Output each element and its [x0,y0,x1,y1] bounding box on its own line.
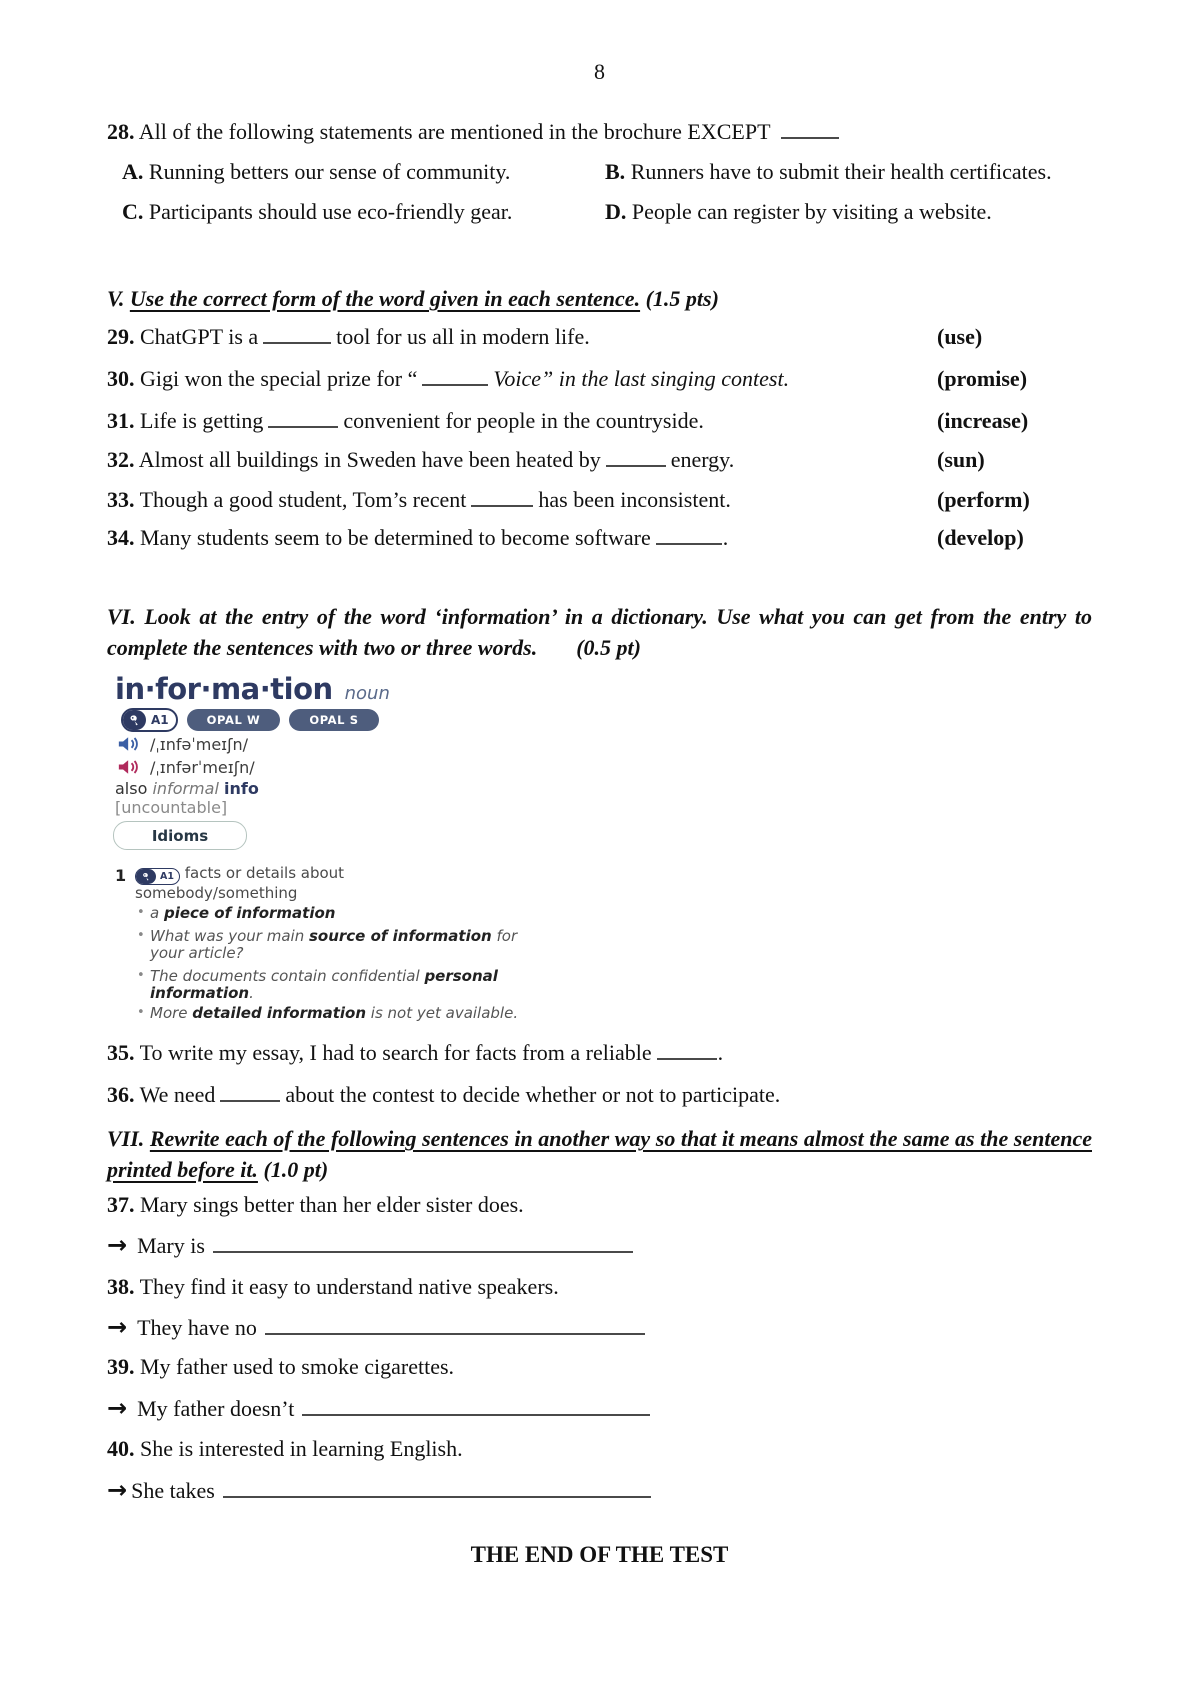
option-a [122,157,510,187]
arrow-icon: → [107,1313,128,1341]
example-text: is not yet available. [366,1004,519,1022]
option-label: B. [605,159,626,184]
idioms-label: Idioms [151,826,209,845]
question-number: 29. [107,324,135,349]
section-title: Rewrite each of the following sentences in another way so that it means almost the same as the sentence printed before it. [107,1126,1092,1182]
question-31 [107,406,1097,436]
grammar-label: [uncountable] [115,798,228,817]
answer-blank [657,1042,717,1060]
arrow-icon: → [107,1476,128,1504]
cefr-level-label: A1 [151,713,169,727]
section-points: (1.0 pt) [263,1157,329,1182]
answer-blank [268,410,338,428]
speaker-uk-icon [118,735,140,753]
question-39 [107,1352,1097,1382]
bullet-icon: • [137,905,145,920]
word-hint: (perform) [937,487,1030,512]
word-hint: (increase) [937,408,1029,433]
answer-blank [781,121,839,139]
example-sentence [137,904,336,922]
example-sentence [137,927,518,962]
question-italic-text: Voice” in the last singing contest. [493,366,790,391]
section-v-heading [107,283,719,314]
word-hint: (use) [937,324,983,349]
section-label: V. [107,286,125,311]
sense-level-label: A1 [160,871,174,882]
question-pre-text: To write my essay, I had to search for facts from a reliable [139,1040,652,1065]
dictionary-headword-line [115,672,390,706]
question-pre-text: Almost all buildings in Sweden have been heated by [138,447,601,472]
idioms-button [113,821,247,850]
sense-definition [135,865,360,902]
answer-stem: Mary is [137,1233,205,1258]
example-text: What was your main [150,927,309,945]
question-33 [107,485,1097,515]
pronunciation-uk: /ˌɪnfəˈmeɪʃn/ [150,735,249,754]
section-label: VII. [107,1126,145,1151]
answer-blank [471,489,533,507]
option-text: People can register by visiting a website. [631,199,992,224]
question-pre-text: Many students seem to be determined to become software [140,525,651,550]
answer-stem: They have no [137,1315,257,1340]
question-29 [107,322,1097,352]
register-label: informal [152,779,219,798]
option-text: Runners have to submit their health certificates. [630,159,1052,184]
question-28 [107,117,1097,147]
section-vii-heading [107,1123,1092,1185]
word-hint: (promise) [937,366,1028,391]
page-number: 8 [594,59,605,84]
example-bold-text: source of information [308,927,492,945]
word-hint: (develop) [937,525,1024,550]
question-number: 34. [107,525,135,550]
question-post-text: convenient for people in the countryside. [343,408,704,433]
definition-line-1: facts or details about [184,864,345,882]
headword: in·for·ma·tion [115,672,333,706]
example-sentence [137,1004,519,1022]
arrow-icon: → [107,1394,128,1422]
option-label: A. [122,159,144,184]
bullet-icon: • [137,968,145,983]
question-pre-text: Though a good student, Tom’s recent [139,487,467,512]
question-number: 30. [107,366,135,391]
answer-blank [220,1084,280,1102]
example-bold-text: personal [424,967,498,985]
question-text: All of the following statements are mentioned in the brochure EXCEPT [138,119,771,144]
answer-blank [422,368,488,386]
word-hint: (sun) [937,447,985,472]
dictionary-badges-row [121,708,379,732]
question-37 [107,1190,1097,1220]
question-36 [107,1080,1097,1110]
option-text: Running betters our sense of community. [148,159,511,184]
speaker-us-icon [118,758,140,776]
question-number: 38. [107,1274,135,1299]
question-pre-text: We need [139,1082,216,1107]
section-title: Look at the entry of the word ‘information’ in a dictionary. Use what you can get from the entry to complete the sentences with two or three words. [107,604,1092,660]
question-post-text: energy. [670,447,735,472]
example-text: your article? [150,943,244,962]
answer-line [223,1478,651,1498]
question-post-text: has been inconsistent. [538,487,731,512]
question-pre-text: Life is getting [140,408,264,433]
section-points: (1.5 pts) [645,286,719,311]
opal-w-badge: OPAL W [187,709,281,731]
question-sentence: My father used to smoke cigarettes. [140,1354,455,1379]
question-40-answer [107,1475,1097,1506]
example-text: The documents contain confidential [150,967,425,985]
key-icon [123,710,146,730]
question-number: 40. [107,1436,135,1461]
answer-stem: She takes [131,1478,215,1503]
example-bold-text: detailed information [192,1004,367,1022]
arrow-icon: → [107,1231,128,1259]
answer-line [213,1233,633,1253]
opal-s-badge: OPAL S [289,709,378,731]
answer-stem: My father doesn’t [137,1396,295,1421]
example-text: a [150,904,164,922]
question-number: 37. [107,1192,135,1217]
cefr-level-badge [121,708,178,732]
part-of-speech: noun [344,683,390,704]
sense-number: 1 [115,866,127,885]
bullet-icon: • [137,1005,145,1020]
option-text: Participants should use eco-friendly gear. [148,199,513,224]
question-number: 33. [107,487,135,512]
example-text: for [491,927,518,945]
question-32 [107,445,1097,475]
question-number: 36. [107,1082,135,1107]
question-sentence: She is interested in learning English. [140,1436,463,1461]
question-34 [107,523,1097,553]
question-sentence: Mary sings better than her elder sister does. [140,1192,524,1217]
section-title: Use the correct form of the word given in each sentence. [129,286,641,311]
question-post-text: . [717,1040,724,1065]
question-post-text: tool for us all in modern life. [336,324,590,349]
question-30 [107,364,1097,394]
definition-line-2: somebody/something [135,884,298,902]
question-number: 39. [107,1354,135,1379]
option-label: D. [605,199,627,224]
answer-blank [606,449,666,467]
question-number: 35. [107,1040,135,1065]
option-d [605,197,992,227]
answer-line [265,1315,645,1335]
option-b [605,157,1052,187]
question-number: 32. [107,447,135,472]
key-icon [136,869,156,884]
end-of-test-label: THE END OF THE TEST [470,1542,729,1567]
question-number: 31. [107,408,135,433]
answer-blank [263,326,331,344]
example-bold-text: piece of information [163,904,336,922]
pronunciation-us-row [118,758,255,777]
question-post-text: . [722,525,729,550]
option-label: C. [122,199,144,224]
short-form: info [223,779,259,798]
option-c [122,197,512,227]
question-38-answer [107,1312,1097,1343]
question-number: 28. [107,119,135,144]
question-sentence: They find it easy to understand native speakers. [139,1274,559,1299]
question-pre-text: ChatGPT is a [140,324,259,349]
question-pre-text: Gigi won the special prize for “ [140,366,418,391]
question-38 [107,1272,1097,1302]
variant-line [115,779,259,798]
answer-line [302,1396,650,1416]
answer-blank [656,527,722,545]
question-35 [107,1038,1097,1068]
example-sentence [137,967,498,1002]
sense-level-badge [135,868,180,885]
example-text: More [150,1004,193,1022]
pronunciation-uk-row [118,735,248,754]
question-37-answer [107,1230,1097,1261]
section-vi-heading [107,601,1092,663]
pronunciation-us: /ˌɪnfərˈmeɪʃn/ [150,758,255,777]
example-bold-text: information [150,983,250,1002]
also-label: also [115,779,148,798]
bullet-icon: • [137,928,145,943]
question-39-answer [107,1393,1097,1424]
section-label: VI. [107,604,136,629]
section-points: (0.5 pt) [576,635,641,660]
question-post-text: about the contest to decide whether or not to participate. [285,1082,781,1107]
example-text: . [249,983,254,1002]
question-40 [107,1434,1097,1464]
